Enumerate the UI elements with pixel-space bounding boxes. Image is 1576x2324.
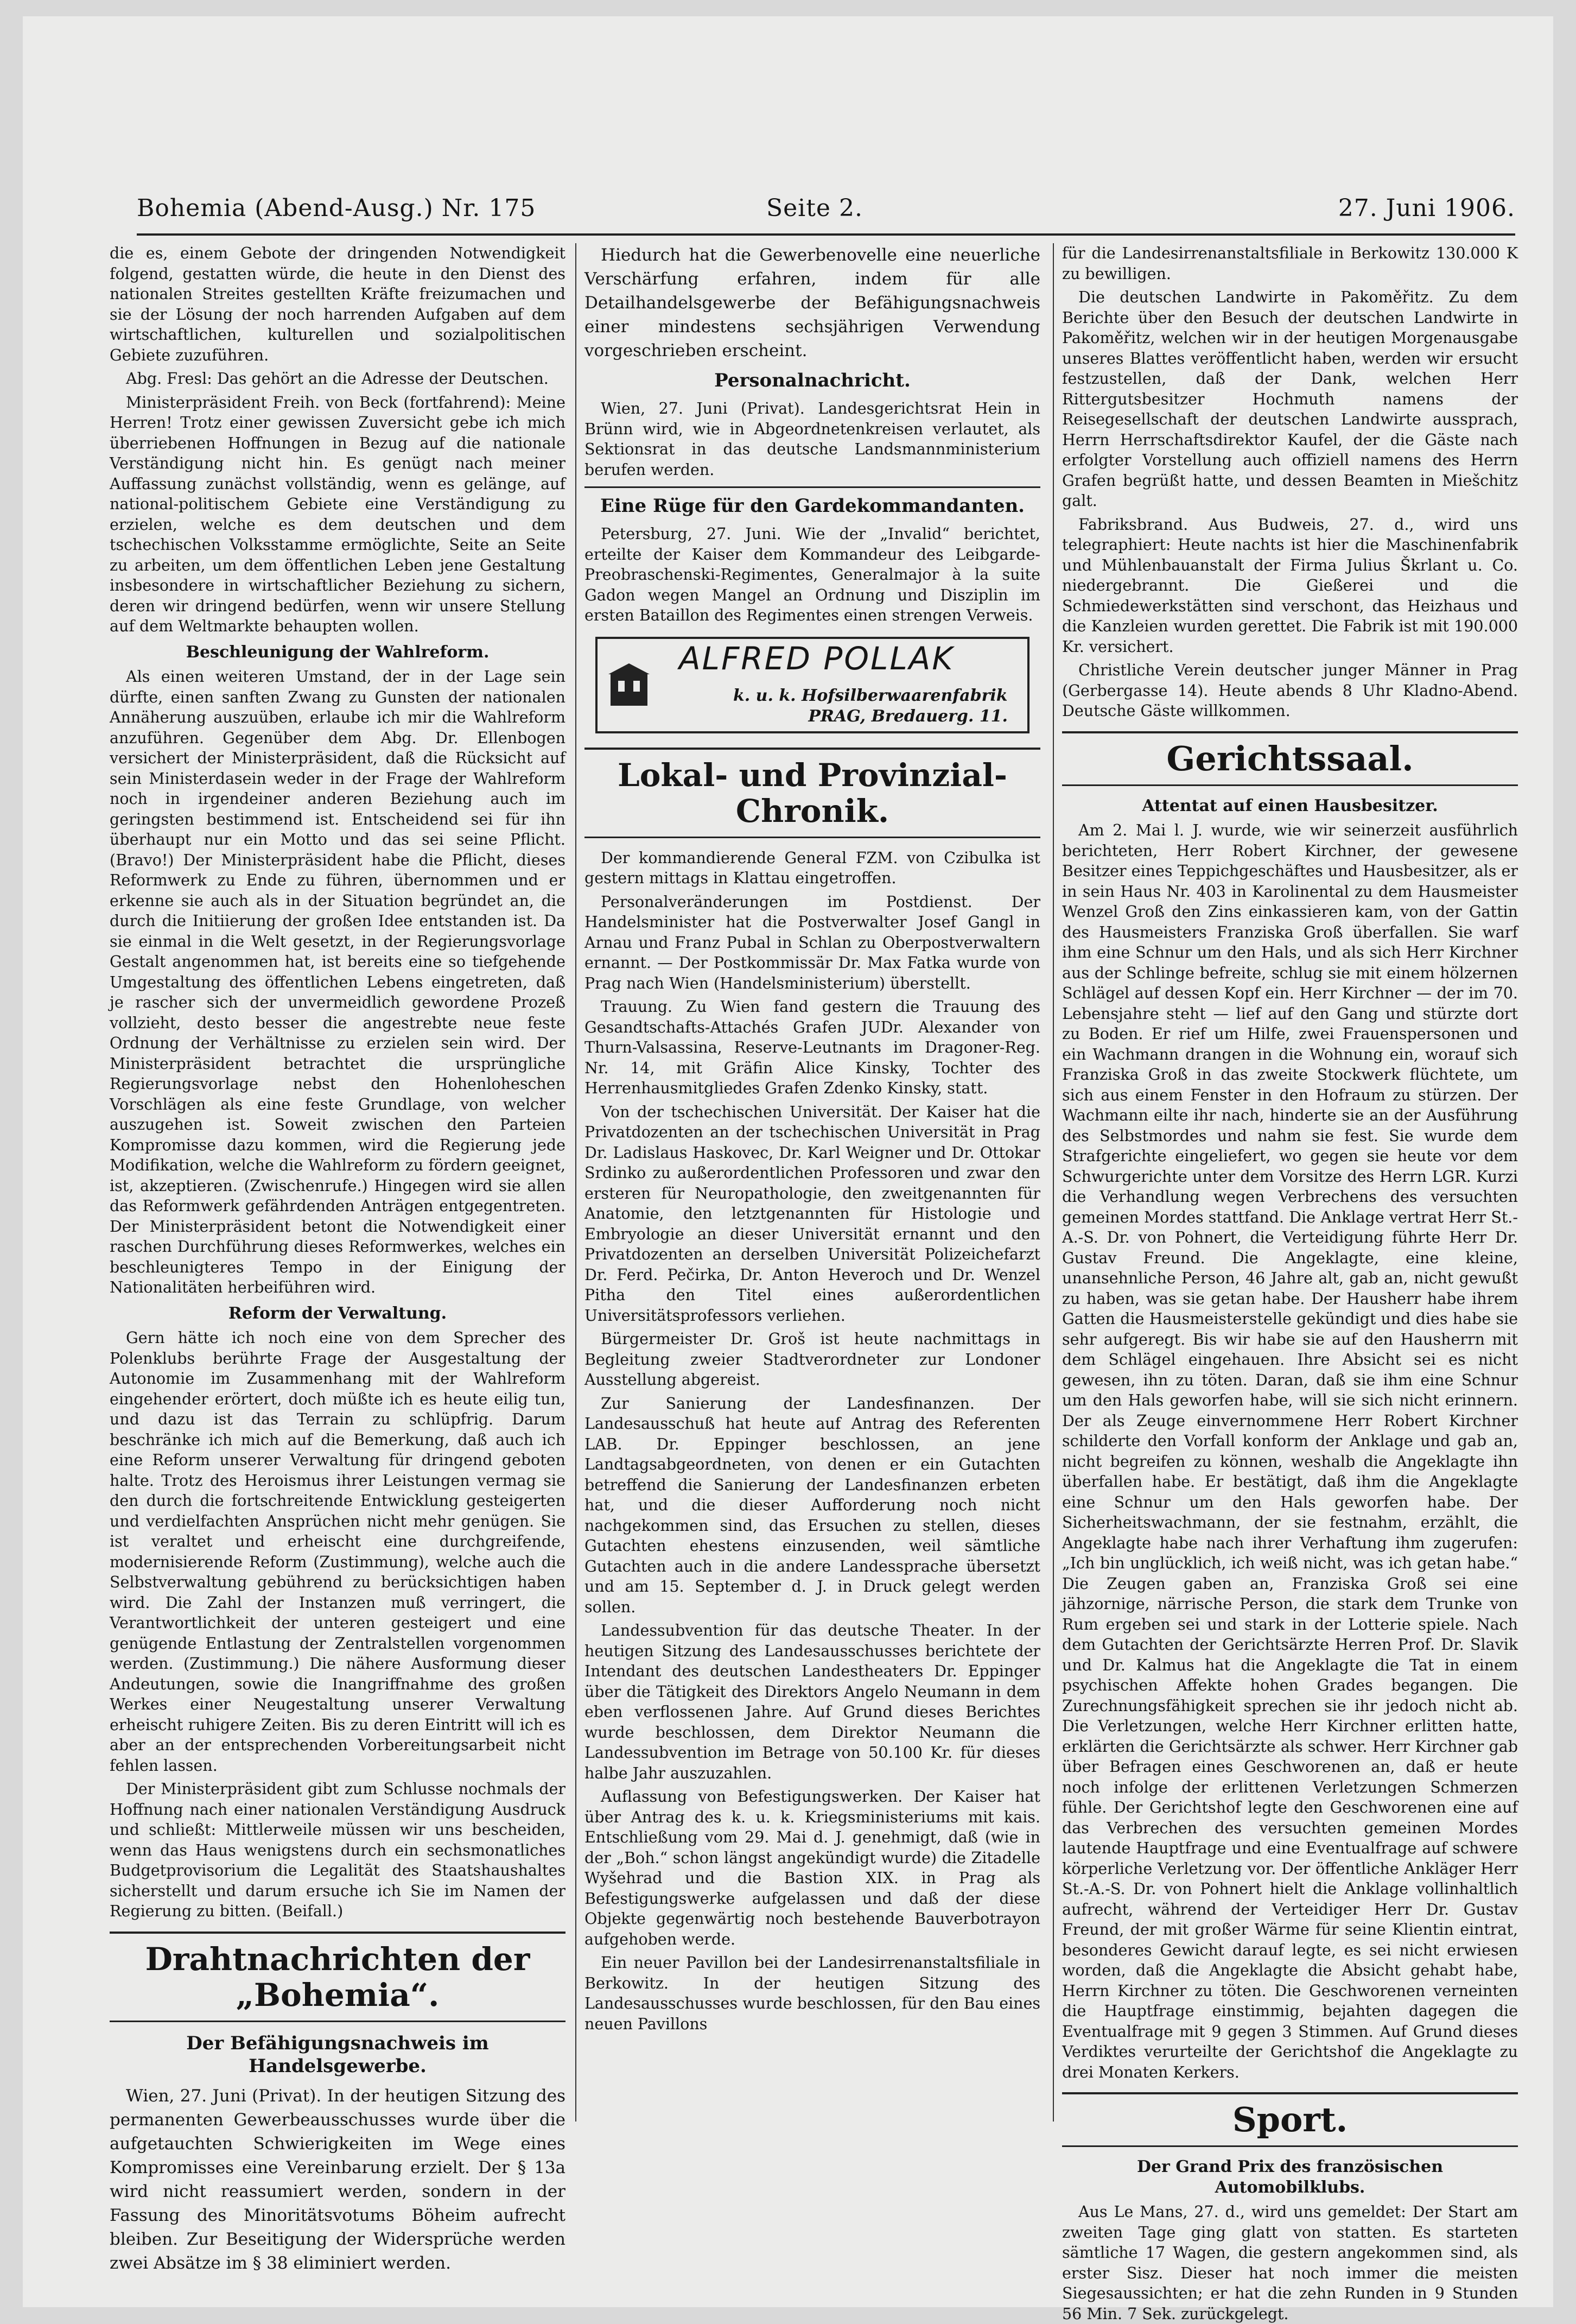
column-3: [1062, 243, 1518, 2323]
paragraph: Zur Sanierung der Landesfinanzen. Der Landesausschuß hat heute auf Antrag des Referenten LAB. Dr. Eppinger beschlossen, an jene Landtagsabgeordneten, von denen er ein Gutachten betreffend die Sanierung der Landesfinanzen erbeten hat, und die dieser Aufforderung noch nicht nachgekommen sind, das Ersuchen zu stellen, dieses Gutachten ehestens einzusenden, weil sämtliche Gutachten auch in die andere Landessprache übersetzt und am 15. September d. J. in Druck gelegt werden sollen.: [584, 1394, 1040, 1616]
paragraph: Christliche Verein deutscher junger Männer in Prag (Gerbergasse 14). Heute abends 8 Uhr Kladno-Abend. Deutsche Gäste willkommen.: [1062, 661, 1518, 720]
paragraph: die es, einem Gebote der dringenden Notwendigkeit folgend, gestatten würde, die heute in den Dienst des nationalen Streites gestellten Kräfte freizumachen und sie der Lösung der noch harrenden Aufgaben auf dem wirtschaftlichen, kulturellen und sozialpolitischen Gebiete zuzuführen.: [110, 244, 565, 364]
paragraph: Fabriksbrand. Aus Budweis, 27. d., wird uns telegraphiert: Heute nachts ist hier die Maschinenfabrik und Mühlenbauanstalt der Firma Julius Škrlant u. Co. niedergebrannt. Die Gießerei und die Schmiedewerkstätten sind verschont, das Heizhaus und die Kanzleien wurden gerettet. Die Fabrik ist mit 190.000 Kr. versichert.: [1062, 515, 1518, 656]
paragraph: Als einen weiteren Umstand, der in der Lage sein dürfte, einen sanften Zwang zu Gunsten der nationalen Annäherung auszuüben, erlaube ich mir die Wahlreform anzuführen. Gegenüber dem Abg. Dr. Ellenbogen versichert der Ministerpräsident, daß die Rücksicht auf sein Ministerdasein weder in der Frage der Wahlreform noch in irgendeiner anderen Beziehung auch im geringsten bestimmend ist. Entscheidend sei für ihn überhaupt nur ein Motto und das sei seine Pflicht. (Bravo!) Der Ministerpräsident habe die Pflicht, dieses Reformwerk zu Ende zu führen, übernommen und er erkenne sie auch als in der Situation begründet an, die durch die Initiierung der großen Idee entstanden ist. Da sie einmal in die Welt gesetzt, in der Regierungsvorlage Gestalt angenommen hat, ist bereits eine so tiefgehende Umgestaltung des öffentlichen Lebens eingetreten, daß je rascher sich der unvermeidlich gewordene Prozeß vollzieht, desto besser die angestrebte neue feste Ordnung der Verhältnisse zu erzielen sein wird. Der Ministerpräsident betrachtet die ursprüngliche Regierungsvorlage nebst den Hohenloheschen Vorschlägen als eine feste Grundlage, von welcher auszugehen ist. Soweit zwischen den Parteien Kompromisse dazu kommen, wird die Regierung jede Modifikation, welche die Wahlreform zu fördern geeignet, ist, akzeptieren. (Zwischenrufe.) Hingegen wird sie allen das Reformwerk gefährdenden Anträgen entgegentreten. Der Ministerpräsident betont die Notwendigkeit einer raschen Durchführung dieses Reformwerkes, welches ein beschleunigteres Tempo in der Einigung der Nationalitäten herbeiführen wird.: [110, 668, 565, 1296]
paragraph: Trauung. Zu Wien fand gestern die Trauung des Gesandtschafts-Attachés Grafen JUDr. Alexander von Thurn-Valsassina, Reserve-Leutnants im Dragoner-Reg. Nr. 14, mit Gräfin Alice Kinsky, Tochter des Herrenhausmitgliedes Grafen Zdenko Kinsky, statt.: [584, 998, 1040, 1097]
advertiser-address: PRAG, Bredauerg. 11.: [808, 706, 1008, 726]
paragraph: für die Landesirrenanstaltsfiliale in Berkowitz 130.000 K zu bewilligen.: [1062, 244, 1518, 283]
article-title: Der Befähigungsnachweis im Handelsgewerbe.: [186, 2032, 489, 2077]
paragraph: Auflassung von Befestigungswerken. Der Kaiser hat über Antrag des k. u. k. Kriegsministeriums mit kais. Entschließung vom 29. Mai d. J. genehmigt, daß (wie in der „Boh.“ schon längst angekündigt wurde) die Zitadelle Wyšehrad und die Bastion XIX. in Prag als Befestigungswerke aufgelassen und daß der diese Objekte gegenwärtig noch bestehende Bauverbotrayon aufgehoben werde.: [584, 1788, 1040, 1948]
header-page-number: Seite 2.: [766, 194, 863, 222]
paragraph: Hiedurch hat die Gewerbenovelle eine neuerliche Verschärfung erfahren, indem für alle Detailhandelsgewerbe der Befähigungsnachweis einer mindestens sechsjährigen Verwendung vorgeschrieben erscheint.: [584, 245, 1040, 360]
paragraph: Gern hätte ich noch eine von dem Sprecher des Polenklubs berührte Frage der Ausgestaltung der Autonomie im Zusammenhang mit der Wahlreform eingehender erörtert, doch müßte ich es heute eilig tun, und dazu ist das Terrain zu schlüpfrig. Darum beschränke ich mich auf die Bemerkung, daß auch ich eine Reform unserer Verwaltung für dringend geboten halte. Trotz des Heroismus ihrer Leistungen vermag sie den durch die fortschreitende Entwicklung gesteigerten und verdielfachten Ansprüchen nicht mehr genügen. Sie ist veraltet und erheischt eine durchgreifende, modernisierende Reform (Zustimmung), welche auch die Selbstverwaltung gebührend zu berücksichtigen haben wird. Die Zahl der Instanzen muß verringert, die Verantwortlichkeit der unteren gesteigert und eine genügende Entlastung der Zentralstellen vorgenommen werden. (Zustimmung.) Die nähere Ausformung dieser Andeutungen, sowie die Inangriffnahme des großen Werkes einer Neugestaltung unserer Verwaltung erheischt ruhigere Zeiten. Bis zu deren Eintritt will ich es aber an der entsprechenden Vorbereitungsarbeit nicht fehlen lassen.: [110, 1329, 565, 1775]
paragraph: Abg. Fresl: Das gehört an die Adresse der Deutschen.: [126, 370, 549, 388]
column-2: [584, 243, 1040, 2122]
coat-of-arms-icon: [608, 663, 650, 707]
paragraph: Aus Le Mans, 27. d., wird uns gemeldet: Der Start am zweiten Tage ging glatt von statten. Es starteten sämtliche 17 Wagen, die gestern angekommen sind, als erster Sisz. Dieser hat noch immer die meisten Siegesaussichten; er hat die zehn Runden in 9 Stunden 56 Min. 7 Sek. zurückgelegt.: [1062, 2203, 1518, 2323]
column-divider: [575, 243, 576, 2122]
newspaper-page: [23, 16, 1553, 2323]
header-masthead: Bohemia (Abend-Ausg.) Nr. 175: [137, 194, 536, 222]
subheading: Der Grand Prix des französischen Automobilklubs.: [1136, 2157, 1444, 2197]
paragraph: Am 2. Mai l. J. wurde, wie wir seinerzeit ausführlich berichteten, Herr Robert Kirchner, der gewesene Besitzer eines Teppichgeschäftes und Hausbesitzer, als er in sein Haus Nr. 403 in Karolinental zu dem Hausmeister Wenzel Groß den Zins einkassieren kam, von der Gattin des Hausmeisters Franziska Groß überfallen. Sie warf ihm eine Schnur um den Hals, und als sich Herr Kirchner aus der Schlinge befreite, schlug sie mit einem hölzernen Schlägel auf dessen Kopf ein. Herr Kirchner — der im 70. Lebensjahre steht — lief auf den Gang und stürzte dort zu Boden. Er rief um Hilfe, zwei Frauenspersonen und ein Wachmann drangen in die Wohnung ein, worauf sich Franziska Groß in das zweite Stockwerk flüchtete, um sich aus einem Fenster in den Hofraum zu stürzen. Der Wachmann eilte ihr nach, hinderte sie an der Ausführung des Selbstmordes und nahm sie fest. Sie wurde dem Strafgerichte eingeliefert, wo gegen sie heute vor dem Schwurgerichte unter dem Vorsitze des Herrn LGR. Kurzi die Verhandlung wegen Verbrechens des versuchten gemeinen Mordes stattfand. Die Anklage vertrat Herr St.-A.-S. Dr. von Pohnert, die Verteidigung führte Herr Dr. Gustav Freund. Die Angeklagte, eine kleine, unansehnliche Person, 46 Jahre alt, gab an, nicht gewußt zu haben, was sie getan habe. Der Hausherr habe ihrem Gatten die Hausmeisterstelle gekündigt und dies habe sie sehr aufgeregt. Bis wir habe sie auf den Hausherrn mit dem Schlägel eingehauen. Ihre Absicht sei es nicht gewesen, ihn zu töten. Daran, daß sie ihm eine Schnur um den Hals geworfen habe, will sie sich nicht erinnern. Der als Zeuge einvernommene Herr Robert Kirchner schilderte den Vorfall konform der Anklage und gab an, nicht begreifen zu können, weshalb die Angeklagte ihn überfallen habe. Er bestätigt, daß ihm die Angeklagte eine Schnur um den Hals geworfen habe. Der Sicherheitswachmann, der sie festnahm, erzählt, die Angeklagte habe nach ihrer Verhaftung ihm zugerufen: „Ich bin unglücklich, ich weiß nicht, was ich getan habe.“ Die Zeugen gaben an, Franziska Groß sei eine jähzornige, närrische Person, die stark dem Trunke von Rum ergeben sei und stark in der Lotterie spiele. Nach dem Gutachten der Gerichtsärzte Herren Prof. Dr. Slavik und Dr. Kalmus hat die Angeklagte die Tat in einem psychischen Affekte hohen Grades begangen. Die Zurechnungsfähigkeit sprechen sie ihr jedoch nicht ab. Die Verletzungen, welche Herr Kirchner erlitten hatte, erklärten die Gerichtsärzte als schwer. Herr Kirchner gab über Befragen eines Geschworenen an, daß er heute noch infolge der erlittenen Verletzungen Schmerzen fühle. Der Gerichtshof legte den Geschworenen eine auf das Verbrechen des versuchten gemeinen Mordes lautende Hauptfrage und eine Eventualfrage auf schwere körperliche Verletzung vor. Der öffentliche Ankläger Herr St.-A.-S. Dr. von Pohnert hielt die Anklage vollinhaltlich aufrecht, während der Verteidiger Herr Dr. Gustav Freund, der mit großer Wärme für seine Klientin eintrat, besonderes Gewicht darauf legte, es sei nicht erwiesen worden, daß die Angeklagte die Absicht gehabt habe, Herrn Kirchner zu töten. Die Geschworenen verneinten die Hauptfrage einstimmig, bejahten dagegen die Eventualfrage mit 9 gegen 3 Stimmen. Auf Grund dieses Verdiktes verurteilte der Gerichtshof die Angeklagte zu drei Monaten Kerkers.: [1062, 821, 1518, 2081]
paragraph: Wien, 27. Juni (Privat). In der heutigen Sitzung des permanenten Gewerbeausschusses wurde über die aufgetauchten Schwierigkeiten im Wege eines Kompromisses eine Vereinbarung erzielt. Der § 13a wird nicht reassumiert werden, sondern in der Fassung des Minoritätsvotums Böheim aufrecht bleiben. Zur Beseitigung der Widersprüche werden zwei Absätze im § 38 eliminiert werden.: [110, 2086, 565, 2273]
paragraph: Die deutschen Landwirte in Pakoměřitz. Zu dem Berichte über den Besuch der deutschen Landwirte in Pakoměřitz, welchen wir in der heutigen Morgenausgabe unseres Blattes veröffentlicht haben, werden wir ersucht festzustellen, daß der Dank, welchen Herr Rittergutsbesitzer Hochmuth namens der Reisegesellschaft der deutschen Landwirte aussprach, Herrn Herrschaftsdirektor Kaufel, der die Gäste nach erfolgter Vorstellung auch offiziell namens des Herrn Grafen begrüßt hatte, und dessen Beamten in Miešchitz galt.: [1062, 288, 1518, 510]
subheading: Attentat auf einen Hausbesitzer.: [1142, 796, 1438, 815]
divider: [584, 486, 1040, 488]
advertiser-name: ALFRED POLLAK: [679, 639, 955, 677]
paragraph: Der Ministerpräsident gibt zum Schlusse nochmals der Hoffnung nach einer nationalen Verständigung Ausdruck und schließt: Mittlerweile müssen wir uns bescheiden, wenn das Haus wenigstens durch ein sechsmonatliches Budgetprovisorium die Legalität des Staatshaushaltes sicherstellt und darum ersuche ich Sie im Namen der Regierung zu bitten. (Beifall.): [110, 1780, 565, 1920]
paragraph: Petersburg, 27. Juni. Wie der „Invalid“ berichtet, erteilte der Kaiser dem Kommandeur des Leibgarde-Preobraschenski-Regimentes, Generalmajor à la suite Gadon wegen Mangel an Ordnung und Disziplin im ersten Bataillon des Regimentes einen strengen Verweis.: [584, 525, 1040, 624]
header-date: 27. Juni 1906.: [1338, 194, 1515, 222]
section-heading-local-chronicle: Lokal- und Provinzial-Chronik.: [584, 748, 1040, 838]
page-header: [137, 179, 1515, 228]
article-title: Personalnachricht.: [714, 370, 911, 391]
advertisement: [595, 637, 1030, 733]
column-1: [110, 243, 565, 2273]
paragraph: Ministerpräsident Freih. von Beck (fortfahrend): Meine Herren! Trotz einer gewissen Zuversicht gebe ich mich überriebenen Hoffnungen in Bezug auf die nationale Verständigung nicht hin. Es genügt nach meiner Auffassung zunächst vollständig, wenn es gelänge, auf national-politischem Gebiete eine Verständigung zu erzielen, welche es dem deutschen und dem tschechischen Volksstamme ermöglichte, Seite an Seite zu arbeiten, um dem öffentlichen Leben jene Gestaltung insbesondere in wirtschaftlicher Beziehung zu sichern, deren wir dringend bedürfen, wenn wir unsere Stellung auf dem Weltmarkte behaupten wollen.: [110, 393, 565, 635]
column-divider: [1053, 243, 1054, 2122]
paragraph: Von der tschechischen Universität. Der Kaiser hat die Privatdozenten an der tschechischen Universität in Prag Dr. Ladislaus Haskovec, Dr. Karl Weigner und Dr. Ottokar Srdinko zu außerordentlichen Professoren und zwar den ersteren für Neuropathologie, den zweitgenannten für Anatomie, den letztgenannten für Histologie und Embryologie an dieser Universität ernannt und den Privatdozenten an derselben Universität Polizeichefarzt Dr. Ferd. Pečirka, Dr. Anton Heveroch und Dr. Wenzel Pitha den Titel eines außerordentlichen Universitätsprofessors verliehen.: [584, 1103, 1040, 1325]
paragraph: Landessubvention für das deutsche Theater. In der heutigen Sitzung des Landesausschusses berichtete der Intendant des deutschen Landestheaters Dr. Eppinger über die Tätigkeit des Direktors Angelo Neumann in dem eben verflossenen Jahre. Auf Grund dieses Berichtes wurde beschlossen, dem Direktor Neumann die Landessubvention im Betrage von 50.100 Kr. für dieses halbe Jahr auszuzahlen.: [584, 1622, 1040, 1782]
paragraph: Ein neuer Pavillon bei der Landesirrenanstaltsfiliale in Berkowitz. In der heutigen Sitzung des Landesausschusses wurde beschlossen, für den Bau eines neuen Pavillons: [584, 1954, 1040, 2033]
paragraph: Der kommandierende General FZM. von Czibulka ist gestern mittags in Klattau eingetroffen.: [584, 848, 1040, 887]
paragraph: Bürgermeister Dr. Groš ist heute nachmittags in Begleitung zweier Stadtverordneter zur Londoner Ausstellung abgereist.: [584, 1330, 1040, 1389]
advertiser-business: k. u. k. Hofsilberwaarenfabrik: [733, 686, 1008, 705]
paragraph: Wien, 27. Juni (Privat). Landesgerichtsrat Hein in Brünn wird, wie in Abgeordnetenkreisen verlautet, als Sektionsrat in das deutsche Landsmannministerium berufen werden.: [584, 400, 1040, 479]
section-heading-court: Gerichtssaal.: [1062, 731, 1518, 786]
section-heading-sport: Sport.: [1062, 2092, 1518, 2147]
paragraph: Personalveränderungen im Postdienst. Der Handelsminister hat die Postverwalter Josef Gangl in Arnau und Franz Pubal in Schlan zu Oberpostverwaltern ernannt. — Der Postkommissär Dr. Max Fatka wurde von Prag nach Wien (Handelsministerium) überstellt.: [584, 892, 1040, 992]
section-heading-telegrams: Drahtnachrichten der „Bohemia“.: [110, 1932, 565, 2022]
subheading: Beschleunigung der Wahlreform.: [186, 642, 490, 662]
header-rule: [137, 233, 1515, 236]
article-title: Eine Rüge für den Gardekommandanten.: [600, 495, 1025, 517]
subheading: Reform der Verwaltung.: [228, 1303, 447, 1323]
